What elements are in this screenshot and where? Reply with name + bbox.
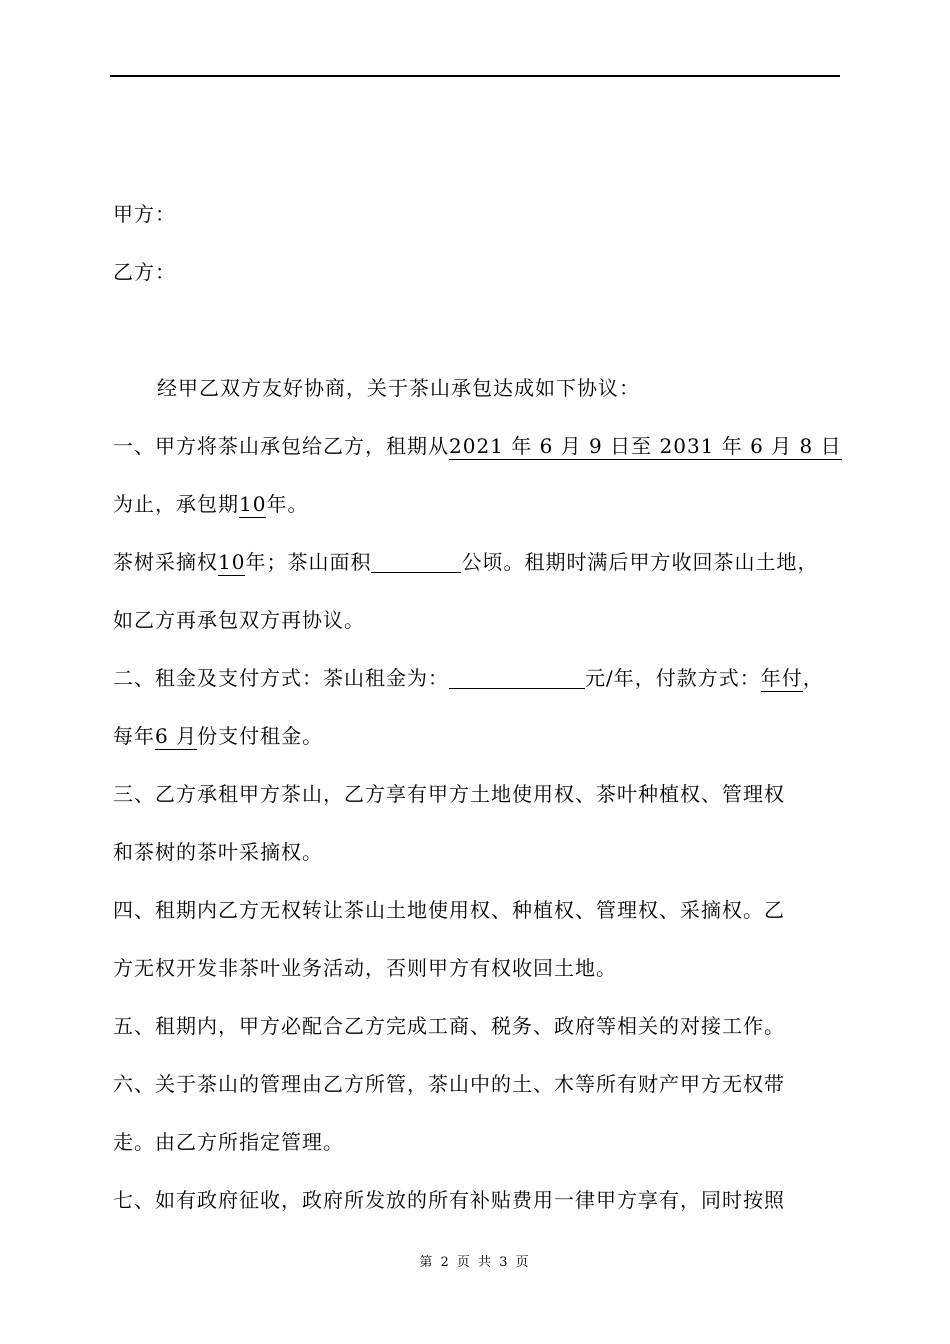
page-footer: 第 2 页 共 3 页 xyxy=(419,1255,531,1270)
area-blank xyxy=(371,550,461,573)
rent-blank xyxy=(449,666,585,689)
clause-7-line-1: 七、如有政府征收，政府所发放的所有补贴费用一律甲方享有，同时按照 xyxy=(113,1188,785,1212)
clause-3-line-1: 三、乙方承租甲方茶山，乙方享有甲方土地使用权、茶叶种植权、管理权 xyxy=(113,782,785,806)
clause-6-line-1: 六、关于茶山的管理由乙方所管，茶山中的土、木等所有财产甲方无权带 xyxy=(113,1072,785,1096)
clause-6-line-2: 走。由乙方所指定管理。 xyxy=(113,1130,344,1154)
clause-1-text: 一、甲方将茶山承包给乙方，租期从 xyxy=(113,434,449,458)
party-a-label: 甲方： xyxy=(113,202,176,226)
clause-2-line-2: 每年6 月份支付租金。 xyxy=(113,724,324,748)
clause-3-line-2: 和茶树的茶叶采摘权。 xyxy=(113,840,323,864)
payment-month: 6 月 xyxy=(155,724,198,748)
clause-5-line-1: 五、租期内，甲方必配合乙方完成工商、税务、政府等相关的对接工作。 xyxy=(113,1014,785,1038)
clause-1b-line-2: 如乙方再承包双方再协议。 xyxy=(113,608,365,632)
clause-1b-line-1: 茶树采摘权10年；茶山面积 公顷。租期时满后甲方收回茶山土地， xyxy=(113,550,819,574)
contract-years: 10 xyxy=(239,492,267,516)
clause-1-line-1 xyxy=(113,432,842,460)
clause-2-line-1: 二、租金及支付方式：茶山租金为： 元/年，付款方式：年付， xyxy=(113,666,824,690)
payment-method: 年付 xyxy=(760,666,803,690)
intro-paragraph: 经甲乙双方友好协商，关于茶山承包达成如下协议： xyxy=(157,376,640,400)
lease-period: 2021 年 6 月 9 日至 2031 年 6 月 8 日 xyxy=(449,434,842,458)
clause-4-line-1: 四、租期内乙方无权转让茶山土地使用权、种植权、管理权、采摘权。乙 xyxy=(113,898,785,922)
clause-4-line-2: 方无权开发非茶叶业务活动，否则甲方有权收回土地。 xyxy=(113,956,617,980)
clause-1-line-2: 为止，承包期10年。 xyxy=(113,492,309,516)
header-rule xyxy=(110,75,840,77)
picking-years: 10 xyxy=(218,550,246,574)
party-b-label: 乙方： xyxy=(113,260,176,284)
